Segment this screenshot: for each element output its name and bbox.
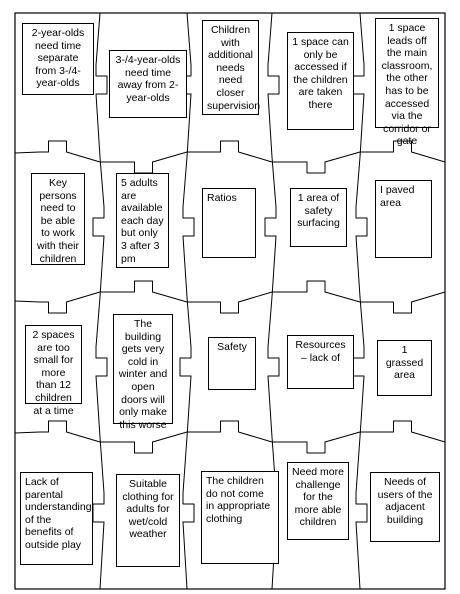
horizontal-seam (15, 281, 445, 313)
vertical-seam (93, 13, 107, 589)
horizontal-seam (15, 141, 445, 173)
horizontal-seam (15, 421, 445, 453)
card-space-leads-off: 1 space leads off the main classroom, the other has to be accessed via the corridor or gate (375, 18, 439, 128)
card-parental-understanding: Lack of parental understanding of the benefits of outside play (20, 472, 93, 565)
card-adjacent-building: Needs of users of the adjacent building (370, 472, 440, 542)
card-2yo-separate: 2-year-olds need time separate from 3-/4-year-olds (22, 23, 94, 95)
card-3-4yo-away: 3-/4-year-olds need time away from 2-year-olds (109, 50, 187, 118)
card-safety-surfacing: 1 area of safety surfacing (290, 188, 347, 247)
card-additional-needs: Children with additional needs need closer supervision (202, 20, 259, 115)
card-key-persons: Key persons need to be able to work with their children (31, 173, 85, 265)
card-safety: Safety (208, 337, 256, 390)
card-grassed-area: 1 grassed area (377, 340, 432, 396)
card-1-space-access: 1 space can only be accessed if the children are taken there (287, 32, 354, 130)
card-paved-area: I paved area (375, 180, 432, 258)
card-appropriate-clothing: The children do not come in appropriate clothing (201, 471, 279, 564)
card-more-challenge: Need more challenge for the more able children (287, 462, 349, 540)
card-ratios: Ratios (202, 188, 256, 258)
card-5-adults: 5 adults are available each day but only 3 after 3 pm (116, 173, 169, 268)
card-suitable-clothing: Suitable clothing for adults for wet/cold weather (116, 474, 180, 567)
card-resources-lack: Resources – lack of (287, 335, 354, 389)
card-spaces-too-small: 2 spaces are too small for more than 12 children at a time (25, 325, 82, 404)
card-building-cold: The building gets very cold in winter and open doors will only make this worse (113, 314, 173, 424)
